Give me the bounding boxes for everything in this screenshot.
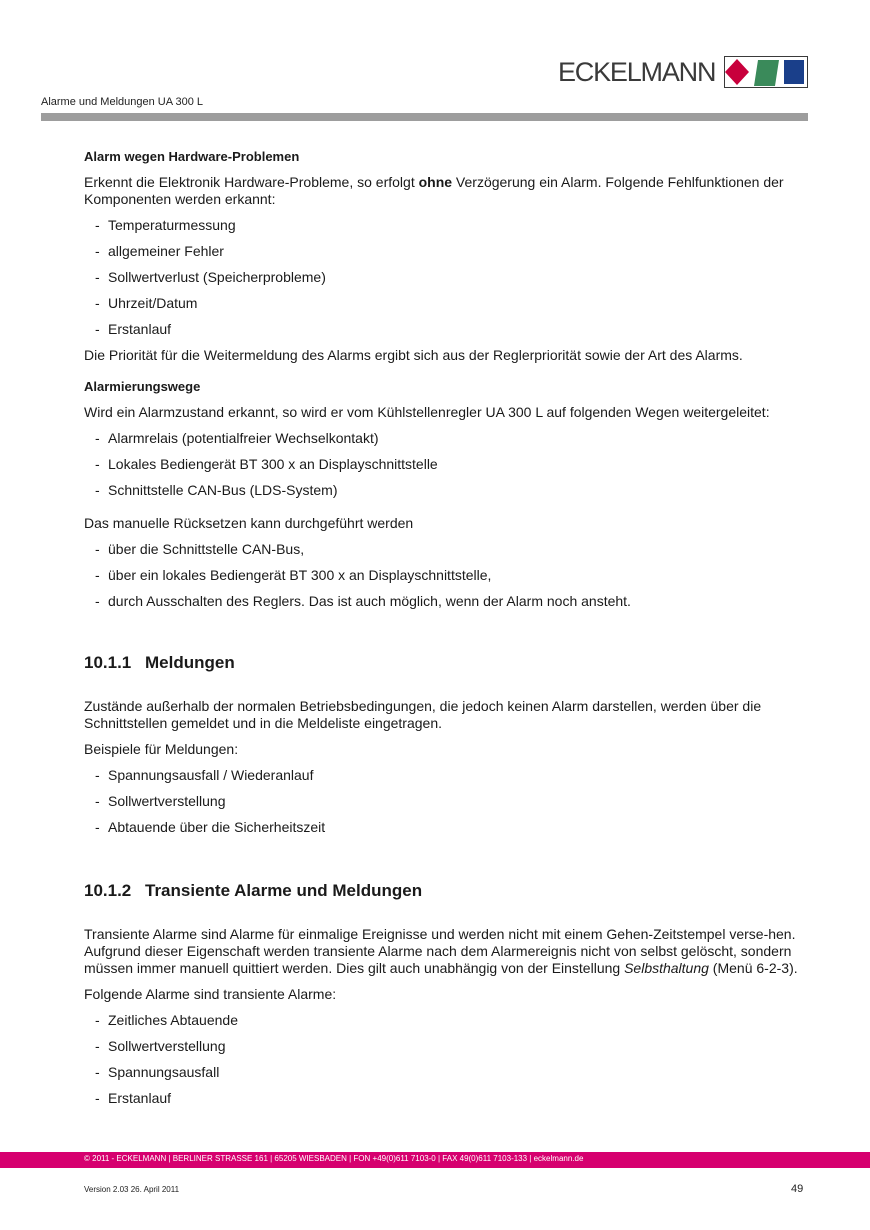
- eckelmann-logo: [558, 56, 808, 90]
- page-content: [84, 148, 799, 1107]
- alarm-paths-intro: Wird ein Alarmzustand erkannt, so wird er vom Kühlstellenregler UA 300 L auf folgenden Wegen weitergeleitet:: [84, 404, 770, 420]
- header-rule: [41, 113, 808, 121]
- list-item: - Abtauende über die Sicherheitszeit: [95, 819, 326, 835]
- hardware-intro: Erkennt die Elektronik Hardware-Probleme, so erfolgt ohne Verzögerung ein Alarm. Folgende Fehlfunktionen der Komponenten werden erkannt:: [84, 174, 784, 207]
- list-item: - Spannungsausfall: [95, 1064, 220, 1080]
- list-item: - Erstanlauf: [95, 1090, 172, 1106]
- heading-hardware-alarm: Alarm wegen Hardware-Problemen: [84, 149, 300, 164]
- messages-list: [84, 767, 799, 836]
- list-item: - Sollwertverstellung: [95, 1038, 226, 1054]
- list-item: - über die Schnittstelle CAN-Bus,: [95, 541, 305, 557]
- list-item: - Sollwertverstellung: [95, 793, 226, 809]
- messages-paragraph: Zustände außerhalb der normalen Betriebsbedingungen, die jedoch keinen Alarm darstellen, werden über die Schnittstellen gemeldet und in die Meldeliste eingetragen.: [84, 698, 762, 731]
- list-item: - Spannungsausfall / Wiederanlauf: [95, 767, 314, 783]
- messages-examples-intro: Beispiele für Meldungen:: [84, 741, 239, 757]
- document-header-title: Alarme und Meldungen UA 300 L: [41, 96, 204, 108]
- list-item: - durch Ausschalten des Reglers. Das ist auch möglich, wenn der Alarm noch ansteht.: [95, 593, 631, 609]
- reset-intro: Das manuelle Rücksetzen kann durchgeführt werden: [84, 515, 414, 531]
- list-item: - über ein lokales Bediengerät BT 300 x an Displayschnittstelle,: [95, 567, 492, 583]
- heading-alarm-paths: Alarmierungswege: [84, 379, 201, 394]
- list-item: - Sollwertverlust (Speicherprobleme): [95, 269, 326, 285]
- transient-list-intro: Folgende Alarme sind transiente Alarme:: [84, 986, 337, 1002]
- list-item: - Alarmrelais (potentialfreier Wechselkontakt): [95, 430, 379, 446]
- list-item: - Uhrzeit/Datum: [95, 295, 198, 311]
- list-item: - allgemeiner Fehler: [95, 243, 224, 259]
- list-item: - Erstanlauf: [95, 321, 172, 337]
- list-item: - Temperaturmessung: [95, 217, 236, 233]
- section-heading-10-1-1: 10.1.1 Meldungen: [84, 653, 235, 672]
- logo-squares-icon: [724, 56, 808, 88]
- alarm-paths-list: [84, 430, 799, 499]
- footer-bar: [0, 1152, 870, 1168]
- version-date: Version 2.03 26. April 2011: [84, 1185, 180, 1194]
- transient-list: [84, 1012, 799, 1107]
- logo-wordmark: ECKELMANN: [558, 57, 716, 87]
- hardware-outro: Die Priorität für die Weitermeldung des Alarms ergibt sich aus der Reglerpriorität sowie der Art des Alarms.: [84, 347, 743, 363]
- footer-address: © 2011 - ECKELMANN | BERLINER STRASSE 161 | 65205 WIESBADEN | FON +49(0)611 7103-0 | FAX 49(0)611 7103-133 | eckelmann.de: [84, 1154, 584, 1163]
- section-heading-10-1-2: 10.1.2 Transiente Alarme und Meldungen: [84, 881, 423, 900]
- transient-paragraph: Transiente Alarme sind Alarme für einmalige Ereignisse und werden nicht mit einem Gehen-Zeitstempel verse-hen. Aufgrund dieser Eigenschaft werden transiente Alarme nach dem Alarmereignis nicht von selbst gelöscht, sondern müssen immer manuell quittiert werden. Dies gilt auch unabhängig von der Einstellung Selbsthaltung (Menü 6-2-3).: [84, 926, 798, 976]
- hardware-list: [84, 217, 799, 338]
- list-item: - Schnittstelle CAN-Bus (LDS-System): [95, 482, 338, 498]
- list-item: - Lokales Bediengerät BT 300 x an Displayschnittstelle: [95, 456, 438, 472]
- list-item: - Zeitliches Abtauende: [95, 1012, 238, 1028]
- reset-list: [84, 541, 799, 610]
- page-number: 49: [791, 1183, 804, 1195]
